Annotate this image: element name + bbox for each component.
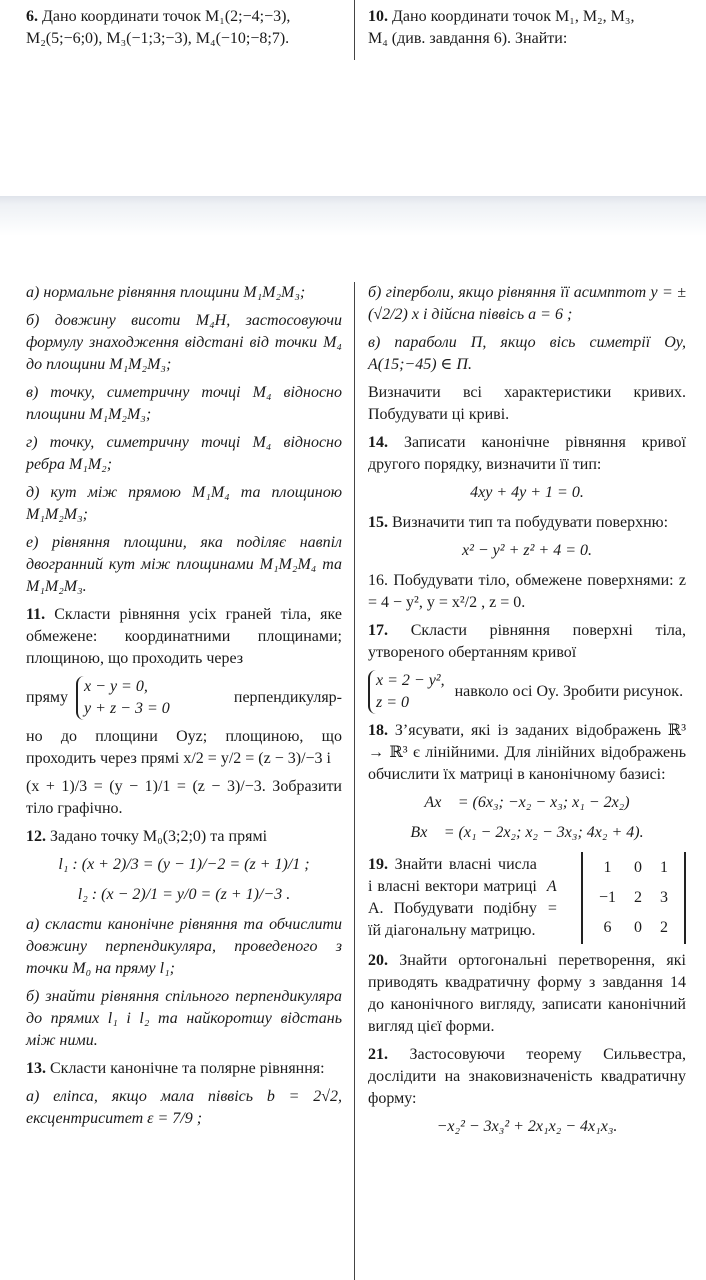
matrix-cell: 1 <box>603 859 612 876</box>
task-13b: б) гіперболи, якщо рівняння її асимптот y = ±(√2/2) x і дійсна піввісь a = 6 ; <box>368 284 686 323</box>
top-page-fragment <box>0 0 706 196</box>
task-text: З’ясувати, які із заданих відображень ℝ³ → ℝ³ є лінійними. Для лінійних відображень обчислити їх матриці в канонічному базисі: <box>368 722 687 783</box>
task-text: Записати канонічне рівняння кривої другого порядку, визначити її тип: <box>368 434 686 473</box>
task-text: Застосовуючи теорему Сильвестра, дослідити на знаковизначеність квадратичну форму: <box>368 1046 686 1107</box>
task-text: M₂(5;−6;0), M₃(−1;3;−3), M₄(−10;−8;7). <box>26 30 290 47</box>
main-page <box>0 282 706 1280</box>
matrix-row <box>591 884 676 912</box>
task-text: Скласти канонічне та полярне рівняння: <box>50 1060 325 1077</box>
task-21 <box>368 1044 686 1110</box>
system-line: x = 2 − y², <box>376 672 445 689</box>
task-13a: а) еліпса, якщо мала піввісь b = 2√2, ексцентриситет ε = 7/9 ; <box>26 1088 342 1127</box>
task-12 <box>26 826 342 848</box>
task-text: Дано координати точок M₁, M₂, M₃, <box>392 8 635 25</box>
matrix-cell: 3 <box>660 889 668 906</box>
task-14 <box>368 432 686 476</box>
matrix-cell: 2 <box>660 919 668 936</box>
task-19-text <box>368 854 537 942</box>
system-line: z = 0 <box>376 694 410 711</box>
task-10b: б) довжину висоти M₄H, застосовуючи формулу знаходження відстані від точки M₄ до площини M₁M₂M₃; <box>26 312 342 373</box>
task-number: 19. <box>368 856 388 873</box>
task-10e: д) кут між прямою M₁M₄ та площиною M₁M₂M₃; <box>26 484 342 523</box>
task-number: 11. <box>26 606 46 623</box>
task-text: Дано координати точок M₁(2;−4;−3), <box>42 8 291 25</box>
task-text: Знайти ортогональні перетворення, які приводять квадратичну форму з завдання 14 до канонічного вигляду, записати канонічний вигляд цієї форми. <box>368 952 686 1035</box>
top-left-column <box>26 6 342 56</box>
task-15-formula: x² − y² + z² + 4 = 0. <box>461 542 592 559</box>
matrix-row <box>591 914 676 942</box>
matrix-cell: −1 <box>598 889 616 906</box>
task-12a: а) скласти канонічне рівняння та обчислити довжину перпендикуляра, проведеного з точки M₀ на пряму l₁; <box>26 916 342 977</box>
system-line: y + z − 3 = 0 <box>84 700 170 717</box>
equation-system <box>76 676 170 720</box>
right-column <box>368 282 686 1146</box>
matrix-cell: 0 <box>634 919 642 936</box>
task-text: Скласти рівняння поверхні тіла, утвореного обертанням кривої <box>368 622 686 661</box>
task-number: 6. <box>26 8 38 25</box>
task-14-formula: 4xy + 4y + 1 = 0. <box>470 484 584 501</box>
task-15 <box>368 512 686 534</box>
task-10-header <box>368 6 686 50</box>
task-number: 20. <box>368 952 388 969</box>
matrix-cell: 6 <box>603 919 612 936</box>
task-number: 18. <box>368 722 388 739</box>
task-11-cont: (x + 1)/3 = (y − 1)/1 = (z − 3)/−3. Зобразити тіло графічно. <box>26 778 342 817</box>
task-number: 15. <box>368 514 388 531</box>
matrix-label: A = <box>546 878 558 917</box>
map-a-formula: Ax⃗ = (6x₃; −x₂ − x₃; x₁ − 2x₂) <box>424 794 630 811</box>
task-10a: а) нормальне рівняння площини M₁M₂M₃; <box>26 284 306 301</box>
task-text: Знайти власні числа і власні вектори матриці A. Побудувати подібну їй діагональну матрицю. <box>368 856 537 939</box>
system-line: x − y = 0, <box>84 678 148 695</box>
top-right-column <box>368 6 686 56</box>
task-13 <box>26 1058 342 1080</box>
task-text: пряму <box>26 689 69 706</box>
matrix-a <box>581 852 686 944</box>
task-13-note: Визначити всі характеристики кривих. Побудувати ці криві. <box>368 384 686 423</box>
task-20 <box>368 950 686 1038</box>
task-text: Скласти рівняння усіх граней тіла, яке обмежене: координатними площинами; площиною, що проходить через <box>26 606 343 667</box>
task-11 <box>26 604 342 670</box>
task-18 <box>368 720 686 786</box>
equation-system <box>368 670 445 714</box>
matrix-cell: 2 <box>634 889 642 906</box>
task-10c: в) точку, симетричну точці M₄ відносно площини M₁M₂M₃; <box>26 384 342 423</box>
page-gap <box>0 196 706 282</box>
task-16 <box>368 570 686 614</box>
task-text: Визначити тип та побудувати поверхню: <box>392 514 669 531</box>
task-number: 14. <box>368 434 388 451</box>
task-10f: е) рівняння площини, яка поділяє навпіл двогранний кут між площинами M₁M₂M₄ та M₁M₂M₃. <box>26 534 342 595</box>
task-11-system <box>26 676 342 720</box>
task-number: 21. <box>368 1046 388 1063</box>
map-b-formula: Bx⃗ = (x₁ − 2x₂; x₂ − 3x₃; 4x₂ + 4). <box>410 824 644 841</box>
task-number: 16. <box>368 572 388 589</box>
task-6 <box>26 6 342 50</box>
task-text: M₄ (див. завдання 6). Знайти: <box>368 30 568 47</box>
task-17 <box>368 620 686 664</box>
line-l1-formula: l₁ : (x + 2)/3 = (y − 1)/−2 = (z + 1)/1 ; <box>58 856 310 873</box>
column-divider <box>354 0 355 60</box>
task-number: 17. <box>368 622 388 639</box>
task-number: 13. <box>26 1060 46 1077</box>
task-text: Задано точку M₀(3;2;0) та прямі <box>50 828 268 845</box>
task-number: 10. <box>368 8 388 25</box>
task-text: навколо осі Oy. Зробити рисунок. <box>454 683 684 700</box>
task-17-system <box>368 670 686 714</box>
task-text: Побудувати тіло, обмежене поверхнями: z = 4 − y², y = x²/2 , z = 0. <box>368 572 687 611</box>
task-19 <box>368 852 686 944</box>
matrix-row <box>591 854 676 882</box>
task-number: 12. <box>26 828 46 845</box>
task-11-cont: но до площини Oyz; площиною, що проходить через прямі x/2 = y/2 = (z − 3)/−3 і <box>26 728 342 767</box>
matrix-cell: 1 <box>660 859 668 876</box>
task-13c: в) параболи Π, якщо вісь симетрії Oy, A(15;−45) ∈ Π. <box>368 334 686 373</box>
task-12b: б) знайти рівняння спільного перпендикуляра до прямих l₁ і l₂ та найкоротшу відстань між ними. <box>26 988 342 1049</box>
matrix-cell: 0 <box>634 859 642 876</box>
left-column <box>26 282 342 1136</box>
column-divider <box>354 282 355 1280</box>
line-l2-formula: l₂ : (x − 2)/1 = y/0 = (z + 1)/−3 . <box>77 886 291 903</box>
task-21-formula: −x₂² − 3x₃² + 2x₁x₂ − 4x₁x₃. <box>436 1118 618 1135</box>
task-10d: г) точку, симетричну точці M₄ відносно ребра M₁M₂; <box>26 434 342 473</box>
task-text: перпендикуляр- <box>233 689 342 706</box>
